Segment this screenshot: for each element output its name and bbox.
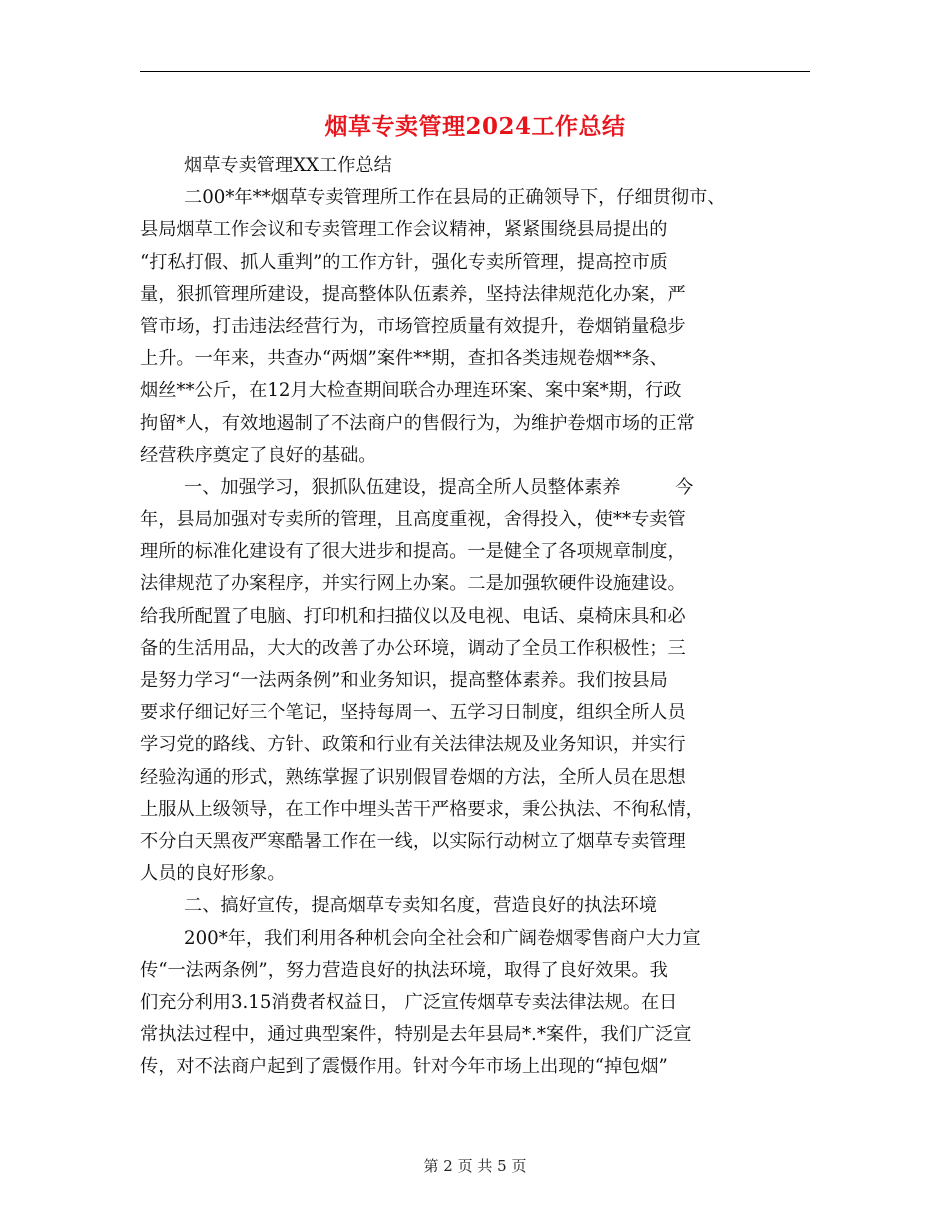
text-line: 学习党的路线、方针、政策和行业有关法律法规及业务知识，并实行: [140, 734, 686, 756]
text-line: 常执法过程中，通过典型案件，特别是去年县局*.*案件，我们广泛宣: [140, 1024, 692, 1046]
text-line: 二00*年**烟草专卖管理所工作在县局的正确领导下，仔细贯彻市、: [184, 187, 726, 209]
text-line: 二、搞好宣传，提高烟草专卖知名度，营造良好的执法环境: [184, 895, 657, 917]
header-rule: [140, 71, 810, 72]
document-body: [140, 150, 825, 1083]
text-line: 200*年，我们利用各种机会向全社会和广阔卷烟零售商户大力宣: [184, 927, 701, 949]
text-line: 理所的标准化建设有了很大进步和提高。一是健全了各项规章制度，: [140, 541, 686, 563]
page-footer: 第 2 页 共 5 页: [423, 1157, 527, 1175]
text-line: 备的生活用品，大大的改善了办公环境，调动了全员工作积极性；三: [140, 637, 686, 659]
text-line: 拘留*人，有效地遏制了不法商户的售假行为，为维护卷烟市场的正常: [140, 412, 695, 434]
text-line: 经营秩序奠定了良好的基础。: [140, 444, 377, 466]
document-title: 烟草专卖管理2024工作总结: [324, 113, 626, 140]
text-line: 法律规范了办案程序，并实行网上办案。二是加强软硬件设施建设。: [140, 573, 686, 595]
text-line: 年，县局加强对专卖所的管理，且高度重视，舍得投入，使**专卖管: [140, 509, 686, 531]
text-line: 一、加强学习，狠抓队伍建设，提高全所人员整体素养 今: [184, 476, 694, 498]
text-line: 量，狠抓管理所建设，提高整体队伍素养，坚持法律规范化办案，严: [140, 283, 686, 305]
text-line: 上升。一年来，共查办“两烟”案件**期，查扣各类违规卷烟**条、: [140, 348, 668, 370]
text-line: 管市场，打击违法经营行为，市场管控质量有效提升，卷烟销量稳步: [140, 315, 686, 337]
text-line: 烟丝**公斤，在12月大检查期间联合办理连环案、案中案*期，行政: [140, 380, 682, 402]
text-line: 传，对不法商户起到了震慑作用。针对今年市场上出现的“掉包烟”: [140, 1056, 668, 1078]
text-line: 不分白天黑夜严寒酷暑工作在一线，以实际行动树立了烟草专卖管理: [140, 830, 686, 852]
text-line: 给我所配置了电脑、打印机和扫描仪以及电视、电话、桌椅床具和必: [140, 605, 686, 627]
text-line: 是努力学习“一法两条例”和业务知识，提高整体素养。我们按县局: [140, 670, 668, 691]
text-line: 经验沟通的形式，熟练掌握了识别假冒卷烟的方法，全所人员在思想: [140, 766, 686, 788]
text-line: “打私打假、抓人重判”的工作方针，强化专卖所管理，提高控市质: [140, 251, 668, 273]
text-line: 要求仔细记好三个笔记，坚持每周一、五学习日制度，组织全所人员: [140, 702, 686, 724]
text-line: 上服从上级领导，在工作中埋头苦干严格要求，秉公执法、不徇私情，: [140, 798, 704, 820]
text-line: 们充分利用3.15消费者权益日， 广泛宣传烟草专卖法律法规。在日: [140, 991, 678, 1013]
text-line: 烟草专卖管理XX工作总结: [184, 155, 392, 176]
text-line: 县局烟草工作会议和专卖管理工作会议精神，紧紧围绕县局提出的: [140, 219, 668, 241]
text-line: 传“一法两条例”，努力营造良好的执法环境，取得了良好效果。我: [140, 959, 668, 981]
text-line: 人员的良好形象。: [140, 863, 286, 885]
